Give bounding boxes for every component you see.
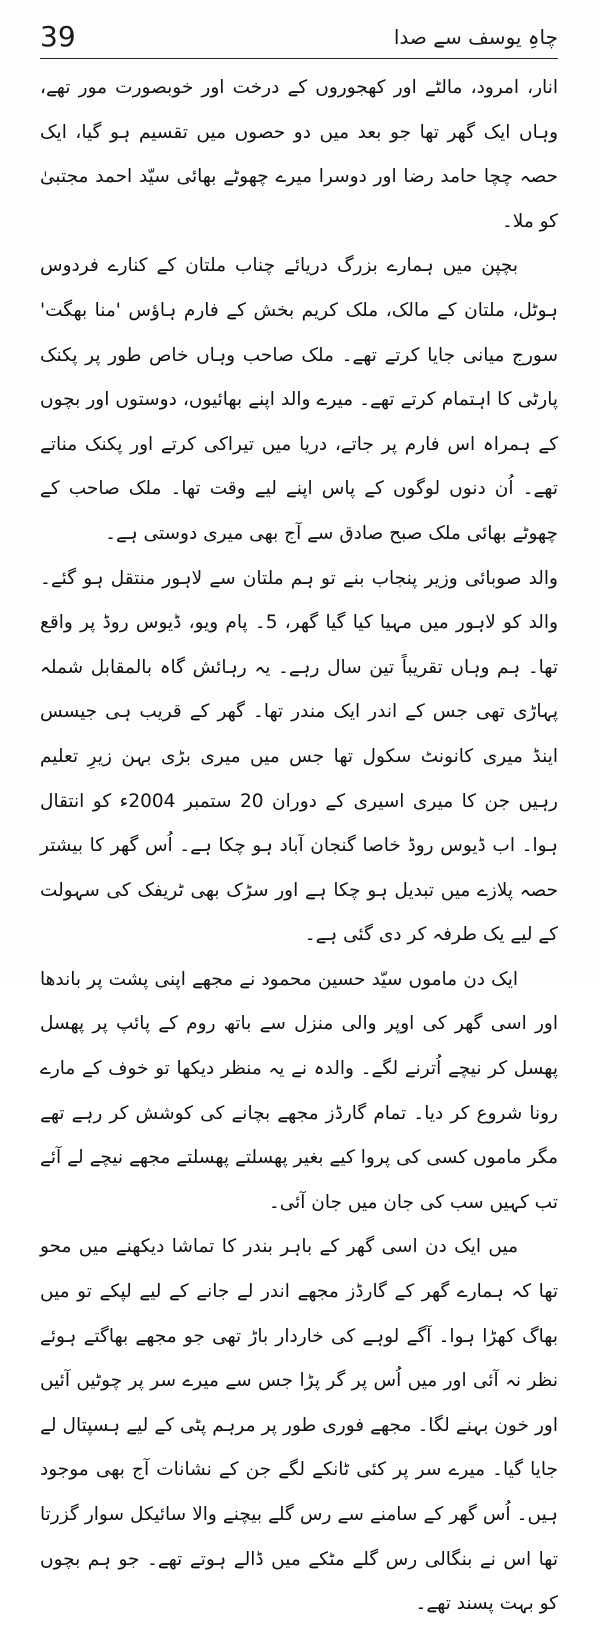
paragraph: بچپن میں ہمارے بزرگ دریائے چناب ملتان کے کنارے فردوس ہوٹل، ملتان کے مالک، ملک کریم بخش کے فارم ہاؤس 'منا بھگت' سورج میانی جایا کرتے تھے۔ ملک صاحب وہاں خاص طور پر پکنک پارٹی کا اہتمام کرتے تھے۔ میرے والد اپنے بھائیوں، دوستوں اور بچوں کے ہمراہ اس فارم پر جاتے، دریا میں تیراکی کرتے اور پکنک مناتے تھے۔ اُن دنوں لوگوں کے پاس اپنے لیے وقت تھا۔ ملک صاحب کے چھوٹے بھائی ملک صبح صادق سے آج بھی میری دوستی ہے۔ <box>40 255 558 544</box>
page-body <box>40 66 558 1627</box>
header-rule <box>40 58 558 59</box>
paragraph: والد صوبائی وزیر پنجاب بنے تو ہم ملتان سے لاہور منتقل ہو گئے۔ والد کو لاہور میں مہیا کیا گیا گھر، 5۔ پام ویو، ڈیوس روڈ پر واقع تھا۔ ہم وہاں تقریباً تین سال رہے۔ یہ رہائش گاہ بالمقابل شملہ پہاڑی تھی جس کے اندر ایک مندر تھا۔ گھر کے قریب ہی جیسس اینڈ میری کانونٹ سکول تھا جس میں میری بڑی بہن زیرِ تعلیم رہیں جن کا میری اسیری کے دوران 20 ستمبر 2004ء کو انتقال ہوا۔ اب ڈیوس روڈ خاصا گنجان آباد ہو چکا ہے۔ اُس گھر کا بیشتر حصہ پلازے میں تبدیل ہو چکا ہے اور سڑک بھی ٹریفک کی سہولت کے لیے یک طرفہ کر دی گئی ہے۔ <box>40 567 558 946</box>
paragraph: ایک دن ماموں سیّد حسین محمود نے مجھے اپنی پشت پر باندھا اور اسی گھر کی اوپر والی منزل سے باتھ روم کے پائپ پر پھسل پھسل کر نیچے اُترنے لگے۔ والدہ نے یہ منظر دیکھا تو خوف کے مارے رونا شروع کر دیا۔ تمام گارڈز مجھے بچانے کی کوشش کر رہے تھے مگر ماموں کسی کی پروا کیے بغیر پھسلتے پھسلتے مجھے نیچے لے آئے تب کہیں سب کی جان میں جان آئی۔ <box>40 968 558 1213</box>
paragraph: میں ایک دن اسی گھر کے باہر بندر کا تماشا دیکھنے میں محو تھا کہ ہمارے گھر کے گارڈز مجھے اندر لے جانے کے لیے لپکے تو میں بھاگ کھڑا ہوا۔ آگے لوہے کی خاردار باڑ تھی جو مجھے بھاگتے ہوئے نظر نہ آئی اور میں اُس پر گر پڑا جس سے میرے سر پر چوٹیں آئیں اور خون بہنے لگا۔ مجھے فوری طور پر مرہم پٹی کے لیے ہسپتال لے جایا گیا۔ میرے سر پر کئی ٹانکے لگے جن کے نشانات آج بھی موجود ہیں۔ اُس گھر کے سامنے سے رس گلے بیچنے والا سائیکل سوار گزرتا تھا اس نے بنگالی رس گلے مٹکے میں ڈالے ہوتے تھے۔ جو ہم بچوں کو بہت پسند تھے۔ <box>40 1236 558 1615</box>
paragraph: انار، امرود، مالٹے اور کھجوروں کے درخت اور خوبصورت مور تھے، وہاں ایک گھر تھا جو بعد میں دو حصوں میں تقسیم ہو گیا، ایک حصہ چچا حامد رضا اور دوسرا میرے چھوٹے بھائی سیّد احمد مجتبیٰ کو ملا۔ <box>40 77 558 232</box>
page-header <box>40 20 558 56</box>
page-number: 39 <box>40 20 76 53</box>
running-title: چاہِ یوسف سے صدا <box>393 25 558 49</box>
